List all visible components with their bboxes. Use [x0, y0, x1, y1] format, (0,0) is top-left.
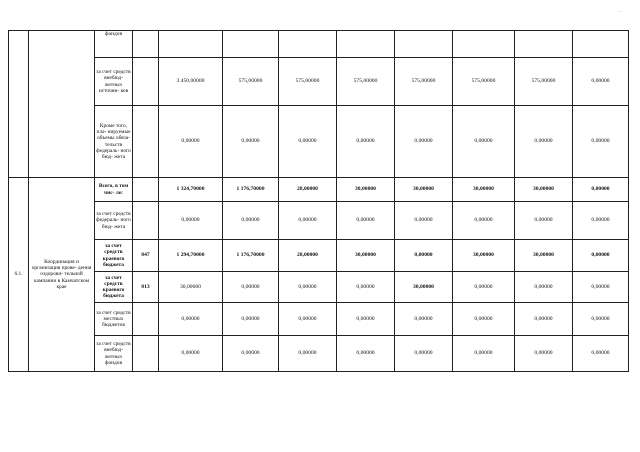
value-year-3: [337, 31, 395, 58]
funding-source-label: за счет средств краевого бюджета: [95, 272, 133, 303]
value-year-4: 575,00000: [395, 58, 453, 106]
value-year-7: 0,00000: [573, 303, 629, 336]
value-total: 0,00000: [159, 336, 223, 372]
table-row: [9, 31, 629, 58]
value-year-4: 0,00000: [395, 303, 453, 336]
budget-code: [133, 178, 159, 202]
item-name: Координация и организация прове- дения оздорови- тельной кампании в Камчатском крае: [29, 178, 95, 372]
value-year-3: 0,00000: [337, 272, 395, 303]
value-year-5: 0,00000: [453, 202, 515, 240]
value-year-2: 28,00000: [279, 240, 337, 272]
value-year-4: 0,00000: [395, 336, 453, 372]
value-year-7: [573, 31, 629, 58]
budget-code: [133, 303, 159, 336]
empty-name-cell: [29, 31, 95, 178]
value-year-5: [453, 31, 515, 58]
value-year-7: 0,00000: [573, 58, 629, 106]
value-year-7: 0,00000: [573, 178, 629, 202]
value-year-2: 28,00000: [279, 178, 337, 202]
value-year-4: 0,00000: [395, 106, 453, 178]
value-total: 0,00000: [159, 106, 223, 178]
value-total: 30,00000: [159, 272, 223, 303]
value-year-1: 575,00000: [223, 58, 279, 106]
value-year-6: 0,00000: [515, 336, 573, 372]
value-year-1: 1 176,70000: [223, 178, 279, 202]
value-year-4: 0,00000: [395, 202, 453, 240]
funding-source-label: за счет средств местных бюджетов: [95, 303, 133, 336]
budget-code: [133, 31, 159, 58]
value-year-7: 0,00000: [573, 106, 629, 178]
budget-code: 813: [133, 272, 159, 303]
value-total: 1 294,70000: [159, 240, 223, 272]
value-year-6: [515, 31, 573, 58]
value-year-4: 30,00000: [395, 272, 453, 303]
value-year-3: 0,00000: [337, 303, 395, 336]
value-year-6: 0,00000: [515, 272, 573, 303]
value-total: 0,00000: [159, 303, 223, 336]
table-row: [9, 303, 629, 336]
value-year-3: 0,00000: [337, 106, 395, 178]
value-year-6: 0,00000: [515, 202, 573, 240]
value-year-3: 30,00000: [337, 240, 395, 272]
value-year-3: 30,00000: [337, 178, 395, 202]
value-year-2: 0,00000: [279, 272, 337, 303]
funding-source-label: за счет средств краевого бюджета: [95, 240, 133, 272]
value-total: [159, 31, 223, 58]
budget-code: 847: [133, 240, 159, 272]
value-year-3: 0,00000: [337, 336, 395, 372]
funding-source-label: за счет средств внебюд- жетных фондов: [95, 336, 133, 372]
value-year-7: 0,00000: [573, 202, 629, 240]
table-row: [9, 336, 629, 372]
item-number: 6.1.: [9, 178, 29, 372]
table-row: [9, 106, 629, 178]
budget-code: [133, 336, 159, 372]
value-year-1: 0,00000: [223, 336, 279, 372]
funding-source-label: Всего, в том чис- ле:: [95, 178, 133, 202]
funding-source-label: за счет средств внебюд- жетных источни- ков: [95, 58, 133, 106]
value-year-5: 0,00000: [453, 303, 515, 336]
budget-table: [8, 30, 629, 372]
value-year-2: 0,00000: [279, 202, 337, 240]
value-year-5: 575,00000: [453, 58, 515, 106]
value-year-2: [279, 31, 337, 58]
value-year-1: 1 176,70000: [223, 240, 279, 272]
value-year-1: 0,00000: [223, 202, 279, 240]
value-year-2: 0,00000: [279, 336, 337, 372]
value-year-5: 0,00000: [453, 106, 515, 178]
value-year-2: 0,00000: [279, 106, 337, 178]
value-year-5: 0,00000: [453, 336, 515, 372]
value-year-5: 30,00000: [453, 178, 515, 202]
budget-code: [133, 58, 159, 106]
table-row: [9, 58, 629, 106]
value-year-7: 0,00000: [573, 240, 629, 272]
funding-source-label: за счет средств федераль- ного бюд- жета: [95, 202, 133, 240]
value-year-1: 0,00000: [223, 106, 279, 178]
table-row: [9, 202, 629, 240]
value-year-1: 0,00000: [223, 272, 279, 303]
value-year-6: 575,00000: [515, 58, 573, 106]
table-row: [9, 240, 629, 272]
funding-source-label: Кроме того, пла- нируемые объемы обяза- тельств федераль- ного бюд- жета: [95, 106, 133, 178]
value-year-2: 575,00000: [279, 58, 337, 106]
value-total: 1 324,70000: [159, 178, 223, 202]
value-year-4: 0,00000: [395, 240, 453, 272]
table-row: [9, 272, 629, 303]
value-year-6: 0,00000: [515, 303, 573, 336]
value-year-2: 0,00000: [279, 303, 337, 336]
value-year-5: 0,00000: [453, 272, 515, 303]
value-year-4: 30,00000: [395, 178, 453, 202]
value-year-3: 575,00000: [337, 58, 395, 106]
value-total: 0,00000: [159, 202, 223, 240]
value-year-6: 30,00000: [515, 240, 573, 272]
funding-source-label: фондов: [95, 31, 133, 58]
value-year-7: 0,00000: [573, 272, 629, 303]
value-year-6: 0,00000: [515, 106, 573, 178]
table-row: [9, 178, 629, 202]
value-year-1: 0,00000: [223, 303, 279, 336]
empty-number-cell: [9, 31, 29, 178]
value-year-4: [395, 31, 453, 58]
value-total: 3 450,00000: [159, 58, 223, 106]
value-year-6: 30,00000: [515, 178, 573, 202]
value-year-7: 0,00000: [573, 336, 629, 372]
value-year-5: 30,00000: [453, 240, 515, 272]
budget-code: [133, 202, 159, 240]
corner-mark: ...: [617, 8, 622, 14]
value-year-3: 0,00000: [337, 202, 395, 240]
value-year-1: [223, 31, 279, 58]
budget-code: [133, 106, 159, 178]
